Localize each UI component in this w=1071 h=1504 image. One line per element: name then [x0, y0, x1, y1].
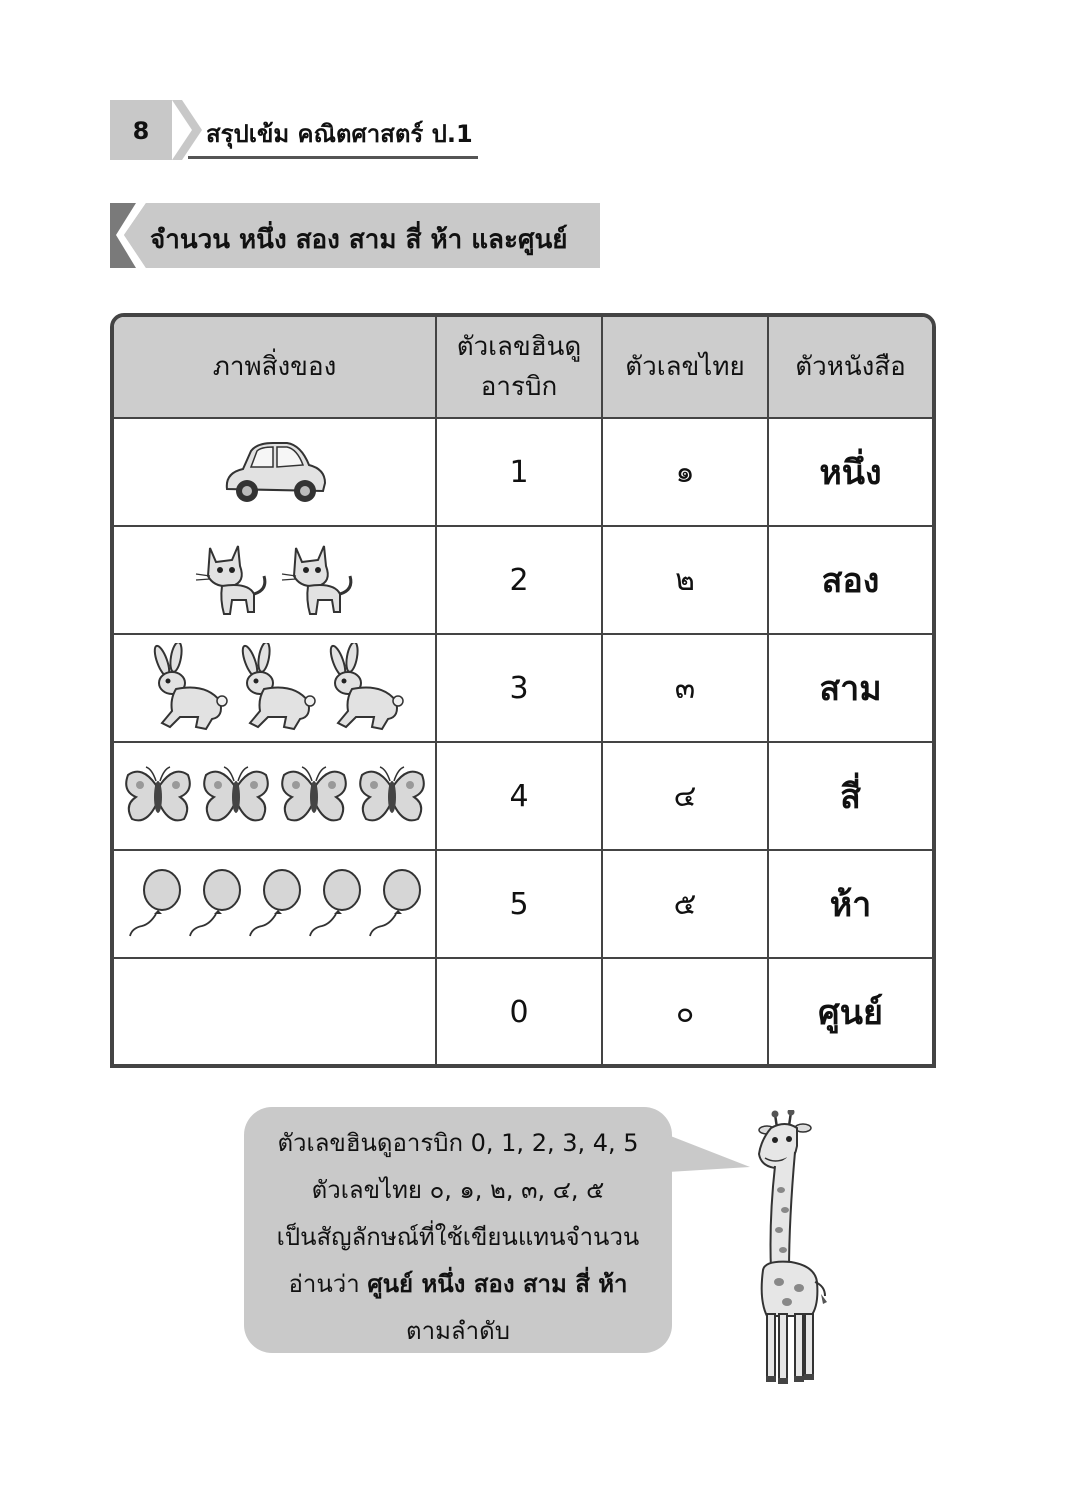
cat-icon [192, 538, 272, 622]
bubble-line-1: ตัวเลขฮินดูอารบิก 0, 1, 2, 3, 4, 5 [277, 1129, 639, 1157]
cell-hindu-arabic: 3 [436, 634, 602, 742]
picture-group [114, 437, 435, 507]
header-hindu-arabic-line1: ตัวเลขฮินดู [456, 332, 582, 362]
cell-hindu-arabic: 1 [436, 418, 602, 526]
bubble-line-2: ตัวเลขไทย ๐, ๑, ๒, ๓, ๔, ๕ [311, 1176, 605, 1204]
cell-word: สอง [768, 526, 932, 634]
bubble-line-4-bold: ศูนย์ หนึ่ง สอง สาม สี่ ห้า [367, 1270, 628, 1298]
cell-hindu-arabic: 2 [436, 526, 602, 634]
cell-word: สาม [768, 634, 932, 742]
header-hindu-arabic-line2: อารบิก [480, 372, 558, 402]
bubble-line-5: ตามลำดับ [406, 1317, 510, 1345]
section-title: จำนวน หนึ่ง สอง สาม สี่ ห้า และศูนย์ [150, 225, 568, 255]
table-header-row [114, 317, 932, 418]
header-hindu-arabic [436, 317, 602, 418]
table-row [114, 958, 932, 1065]
chevron-right-icon [172, 100, 202, 160]
header-word: ตัวหนังสือ [768, 317, 932, 418]
cell-picture [114, 742, 436, 850]
butterfly-icon [356, 761, 428, 831]
cell-picture [114, 634, 436, 742]
bubble-line-4-prefix: อ่านว่า [288, 1270, 360, 1298]
balloon-icon [248, 868, 302, 940]
header-picture: ภาพสิ่งของ [114, 317, 436, 418]
cell-word: ศูนย์ [768, 958, 932, 1065]
cell-picture [114, 526, 436, 634]
picture-group [114, 643, 435, 733]
car-icon [221, 437, 329, 507]
table-row [114, 634, 932, 742]
cell-hindu-arabic: 5 [436, 850, 602, 958]
butterfly-icon [278, 761, 350, 831]
cell-thai-numeral: ๕ [602, 850, 768, 958]
section-banner [110, 203, 600, 268]
table-row [114, 526, 932, 634]
number-table [110, 313, 936, 1068]
cell-word: ห้า [768, 850, 932, 958]
speech-bubble-text [244, 1120, 672, 1355]
cell-picture [114, 418, 436, 526]
cell-thai-numeral: ๑ [602, 418, 768, 526]
rabbit-icon [234, 643, 316, 733]
bubble-line-4 [244, 1261, 672, 1308]
cell-thai-numeral: ๒ [602, 526, 768, 634]
page-header [110, 100, 480, 160]
speech-bubble-tail [668, 1130, 754, 1190]
rabbit-icon [322, 643, 404, 733]
picture-group [114, 538, 435, 622]
balloon-icon [128, 868, 182, 940]
balloon-icon [368, 868, 422, 940]
cell-thai-numeral: ๔ [602, 742, 768, 850]
header-underline [188, 156, 478, 159]
chevron-left-icon [110, 203, 146, 268]
picture-group [114, 868, 435, 940]
cell-hindu-arabic: 4 [436, 742, 602, 850]
balloon-icon [188, 868, 242, 940]
cat-icon [278, 538, 358, 622]
cell-word: หนึ่ง [768, 418, 932, 526]
rabbit-icon [146, 643, 228, 733]
page-number: 8 [132, 117, 150, 145]
table-row [114, 418, 932, 526]
butterfly-icon [200, 761, 272, 831]
cell-hindu-arabic: 0 [436, 958, 602, 1065]
cell-thai-numeral: ๐ [602, 958, 768, 1065]
balloon-icon [308, 868, 362, 940]
giraffe-icon [745, 1110, 835, 1390]
book-title: สรุปเข้ม คณิตศาสตร์ ป.1 [206, 120, 473, 148]
bubble-line-3: เป็นสัญลักษณ์ที่ใช้เขียนแทนจำนวน [276, 1223, 640, 1251]
table-row [114, 742, 932, 850]
butterfly-icon [122, 761, 194, 831]
header-thai: ตัวเลขไทย [602, 317, 768, 418]
cell-word: สี่ [768, 742, 932, 850]
cell-thai-numeral: ๓ [602, 634, 768, 742]
picture-group [114, 761, 435, 831]
cell-picture [114, 850, 436, 958]
table-row [114, 850, 932, 958]
cell-picture [114, 958, 436, 1065]
